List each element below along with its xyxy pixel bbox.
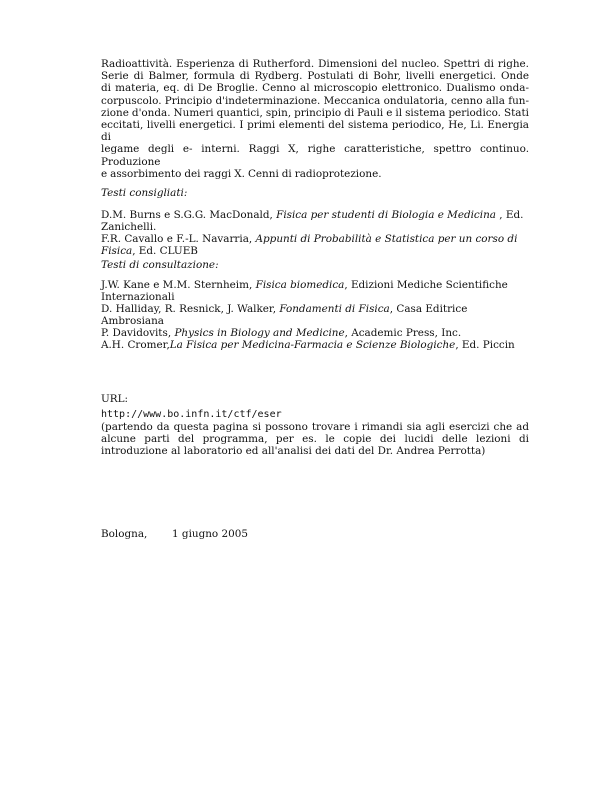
reference-item [101,279,529,303]
url-link[interactable]: http://www.bo.infn.it/ctf/eser [101,409,282,420]
url-label: URL: [101,393,128,405]
syllabus-line: corpuscolo. Principio d'indeterminazione. Meccanica ondulatoria, cenno alla fun- [101,94,529,107]
reference-authors: J.W. Kane e M.M. Sternheim, [101,279,256,291]
reference-authors: A.H. Cromer, [101,339,170,351]
reference-publisher: , Casa Editrice Ambrosiana [101,303,468,327]
url-note: (partendo da questa pagina si possono trovare i rimandi sia agli esercizi che ad alcune parti del programma, per es. le copie dei lucidi delle lezioni di introduzione al laboratorio ed all'analisi dei dati del Dr. Andrea Perrotta) [101,421,529,457]
reference-authors: D. Halliday, R. Resnick, J. Walker, [101,303,280,315]
reference-authors: F.R. Cavallo e F.-L. Navarria, [101,233,256,245]
reference-publisher: , Ed. CLUEB [132,245,198,257]
reference-item [101,339,529,351]
syllabus-line: eccitati, livelli energetici. I primi elementi del sistema periodico, He, Li. Energia di [101,119,529,144]
reference-title: Fisica biomedica [255,279,345,291]
syllabus-line: e assorbimento dei raggi X. Cenni di radioprotezione. [101,167,382,180]
reference-authors: D.M. Burns e S.G.G. MacDonald, [101,209,277,221]
reference-authors: P. Davidovits, [101,327,175,339]
reference-publisher: , Ed. Zanichelli. [101,209,524,233]
consultation-heading: Testi di consultazione: [101,259,219,271]
reference-title: Fondamenti di Fisica [279,303,390,315]
recommended-texts [101,187,529,257]
reference-title: Appunti di Probabilità e Statistica per un corso di Fisica [101,233,518,257]
consultation-texts [101,259,529,351]
syllabus-paragraph [101,58,529,180]
signature-place: Bologna, [101,528,148,540]
reference-item [101,327,529,339]
reference-item [101,233,529,257]
signature-date: 1 giugno 2005 [172,528,248,540]
syllabus-line: Radioattività. Esperienza di Rutherford. Dimensioni del nucleo. Spettri di righe. [101,58,529,70]
url-section [101,393,529,457]
syllabus-line: di materia, eq. di De Broglie. Cenno al microscopio elettronico. Dualismo onda- [101,82,529,95]
reference-publisher: , Academic Press, Inc. [344,327,462,339]
reference-publisher: , Edizioni Mediche Scientifiche Internazionali [101,279,508,303]
reference-title: Physics in Biology and Medicine [174,327,345,339]
reference-item [101,303,529,327]
syllabus-line: zione d'onda. Numeri quantici, spin, principio di Pauli e il sistema periodico. Stati [101,106,529,119]
recommended-heading: Testi consigliati: [101,187,188,199]
reference-title: La Fisica per Medicina-Farmacia e Scienze Biologiche [169,339,456,351]
reference-title: Fisica per studenti di Biologia e Medicina [276,209,496,221]
reference-item [101,209,529,233]
signature-line [101,528,248,540]
syllabus-line: legame degli e- interni. Raggi X, righe caratteristiche, spettro continuo. Produzione [101,143,529,168]
syllabus-text [101,58,529,180]
syllabus-line: Serie di Balmer, formula di Rydberg. Postulati di Bohr, livelli energetici. Onde [101,70,529,83]
reference-publisher: , Ed. Piccin [455,339,515,351]
